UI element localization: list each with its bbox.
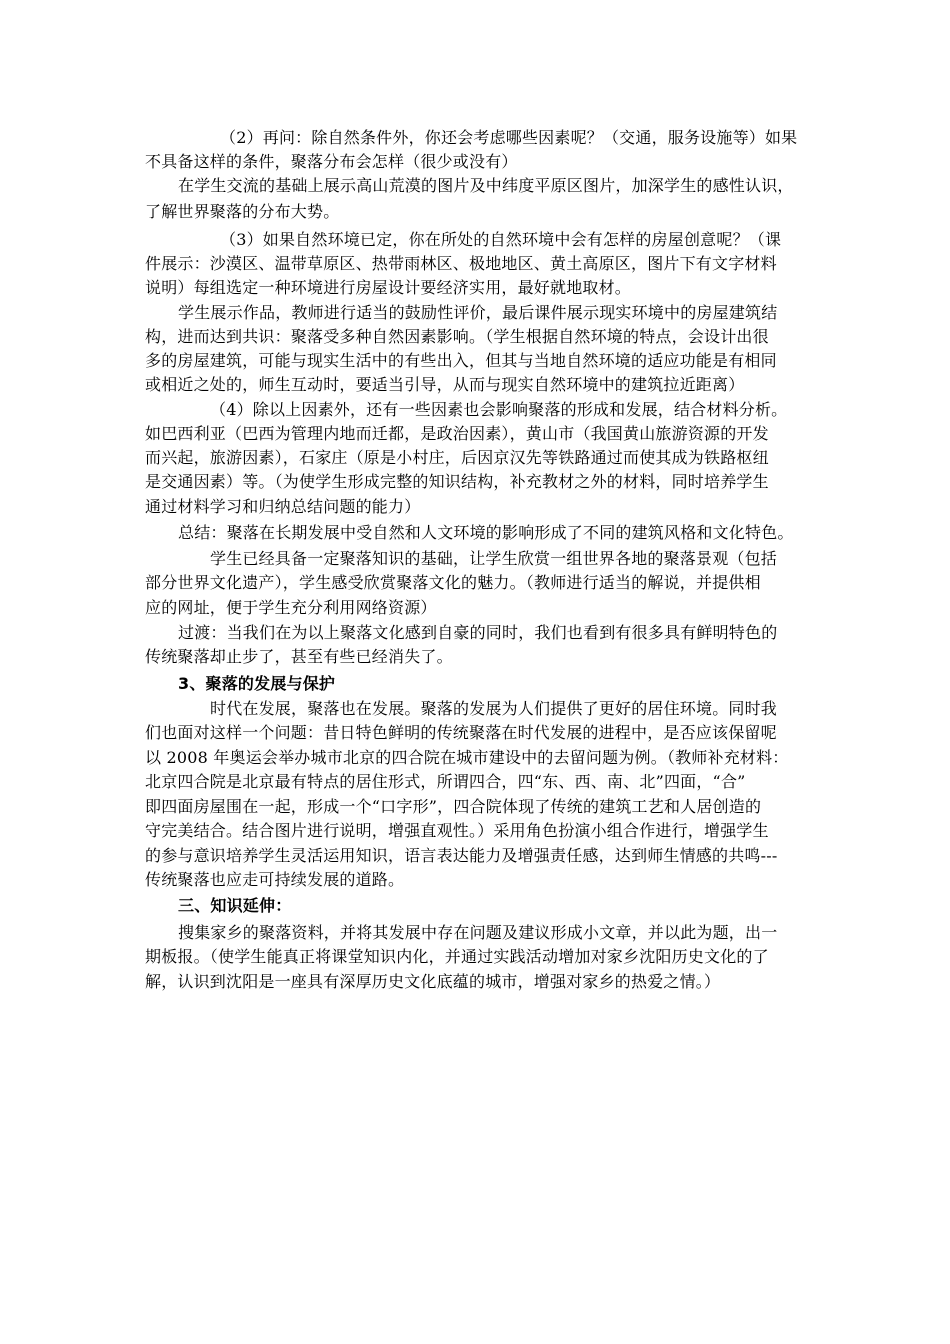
paragraph-line: 期板报。（使学生能真正将课堂知识内化，并通过实践活动增加对家乡沈阳历史文化的了 [145, 947, 769, 966]
paragraph-line: 学生展示作品，教师进行适当的鼓励性评价，最后课件展示现实环境中的房屋建筑结 [178, 303, 778, 322]
paragraph-line: 传统聚落却止步了，甚至有些已经消失了。 [145, 647, 453, 666]
paragraph-line: 部分世界文化遗产），学生感受欣赏聚落文化的魅力。（教师进行适当的解说，并提供相 [145, 573, 761, 592]
paragraph-line: （2）再问：除自然条件外，你还会考虑哪些因素呢？（交通，服务设施等）如果 [220, 128, 798, 147]
paragraph-line: 说明）每组选定一种环境进行房屋设计要经济实用，最好就地取材。 [145, 278, 632, 297]
paragraph-line: 解，认识到沈阳是一座具有深厚历史文化底蕴的城市，增强对家乡的热爱之情。） [145, 972, 721, 991]
paragraph-line: 是交通因素）等。（为使学生形成完整的知识结构，补充教材之外的材料，同时培养学生 [145, 472, 769, 491]
paragraph-line: 搜集家乡的聚落资料，并将其发展中存在问题及建议形成小文章，并以此为题，出一 [178, 923, 778, 942]
paragraph-line: 学生已经具备一定聚落知识的基础，让学生欣赏一组世界各地的聚落景观（包括 [210, 549, 778, 568]
paragraph-line: 北京四合院是北京最有特点的居住形式，所谓四合，四“东、西、南、北”四面，“合” [145, 772, 746, 791]
paragraph-line: 们也面对这样一个问题：昔日特色鲜明的传统聚落在时代发展的进程中，是否应该保留呢 [145, 723, 777, 742]
paragraph-line: 守完美结合。结合图片进行说明，增强直观性。）采用角色扮演小组合作进行，增强学生 [145, 821, 769, 840]
paragraph-line: 以 2008 年奥运会举办城市北京的四合院在城市建设中的去留问题为例。（教师补充材料： [145, 748, 789, 767]
paragraph-line: （4）除以上因素外，还有一些因素也会影响聚落的形成和发展，结合材料分析。 [210, 400, 788, 419]
paragraph-line: 而兴起，旅游因素），石家庄（原是小村庄，后因京汉先等铁路通过而使其成为铁路枢纽 [145, 448, 769, 467]
paragraph-line: 时代在发展，聚落也在发展。聚落的发展为人们提供了更好的居住环境。同时我 [210, 699, 778, 718]
paragraph-line: 件展示：沙漠区、温带草原区、热带雨林区、极地地区、黄土高原区，图片下有文字材料 [145, 254, 777, 273]
paragraph-line: 应的网址，便于学生充分利用网络资源） [145, 598, 437, 617]
paragraph-line: 通过材料学习和归纳总结问题的能力） [145, 497, 421, 516]
paragraph-line: （3）如果自然环境已定，你在所处的自然环境中会有怎样的房屋创意呢？（课 [220, 230, 782, 249]
section-heading: 三、知识延伸： [178, 896, 292, 915]
paragraph-line: 即四面房屋围在一起，形成一个“口字形”，四合院体现了传统的建筑工艺和人居创造的 [145, 797, 762, 816]
paragraph-line: 不具备这样的条件，聚落分布会怎样（很少或没有） [145, 152, 518, 171]
paragraph-line: 构，进而达到共识：聚落受多种自然因素影响。（学生根据自然环境的特点，会设计出很 [145, 327, 769, 346]
paragraph-line: 多的房屋建筑，可能与现实生活中的有些出入，但其与当地自然环境的适应功能是有相同 [145, 351, 777, 370]
paragraph-line: 如巴西利亚（巴西为管理内地而迁都，是政治因素），黄山市（我国黄山旅游资源的开发 [145, 424, 769, 443]
paragraph-line: 了解世界聚落的分布大势。 [145, 202, 340, 221]
paragraph-line: 传统聚落也应走可持续发展的道路。 [145, 870, 405, 889]
paragraph-line: 总结：聚落在长期发展中受自然和人文环境的影响形成了不同的建筑风格和文化特色。 [178, 523, 794, 542]
paragraph-line: 的参与意识培养学生灵活运用知识，语言表达能力及增强责任感，达到师生情感的共鸣--- [145, 846, 778, 865]
paragraph-line: 过渡：当我们在为以上聚落文化感到自豪的同时，我们也看到有很多具有鲜明特色的 [178, 623, 778, 642]
paragraph-line: 或相近之处的，师生互动时，要适当引导，从而与现实自然环境中的建筑拉近距离） [145, 375, 745, 394]
section-heading: 3、聚落的发展与保护 [178, 674, 336, 693]
paragraph-line: 在学生交流的基础上展示高山荒漠的图片及中纬度平原区图片，加深学生的感性认识， [178, 176, 794, 195]
